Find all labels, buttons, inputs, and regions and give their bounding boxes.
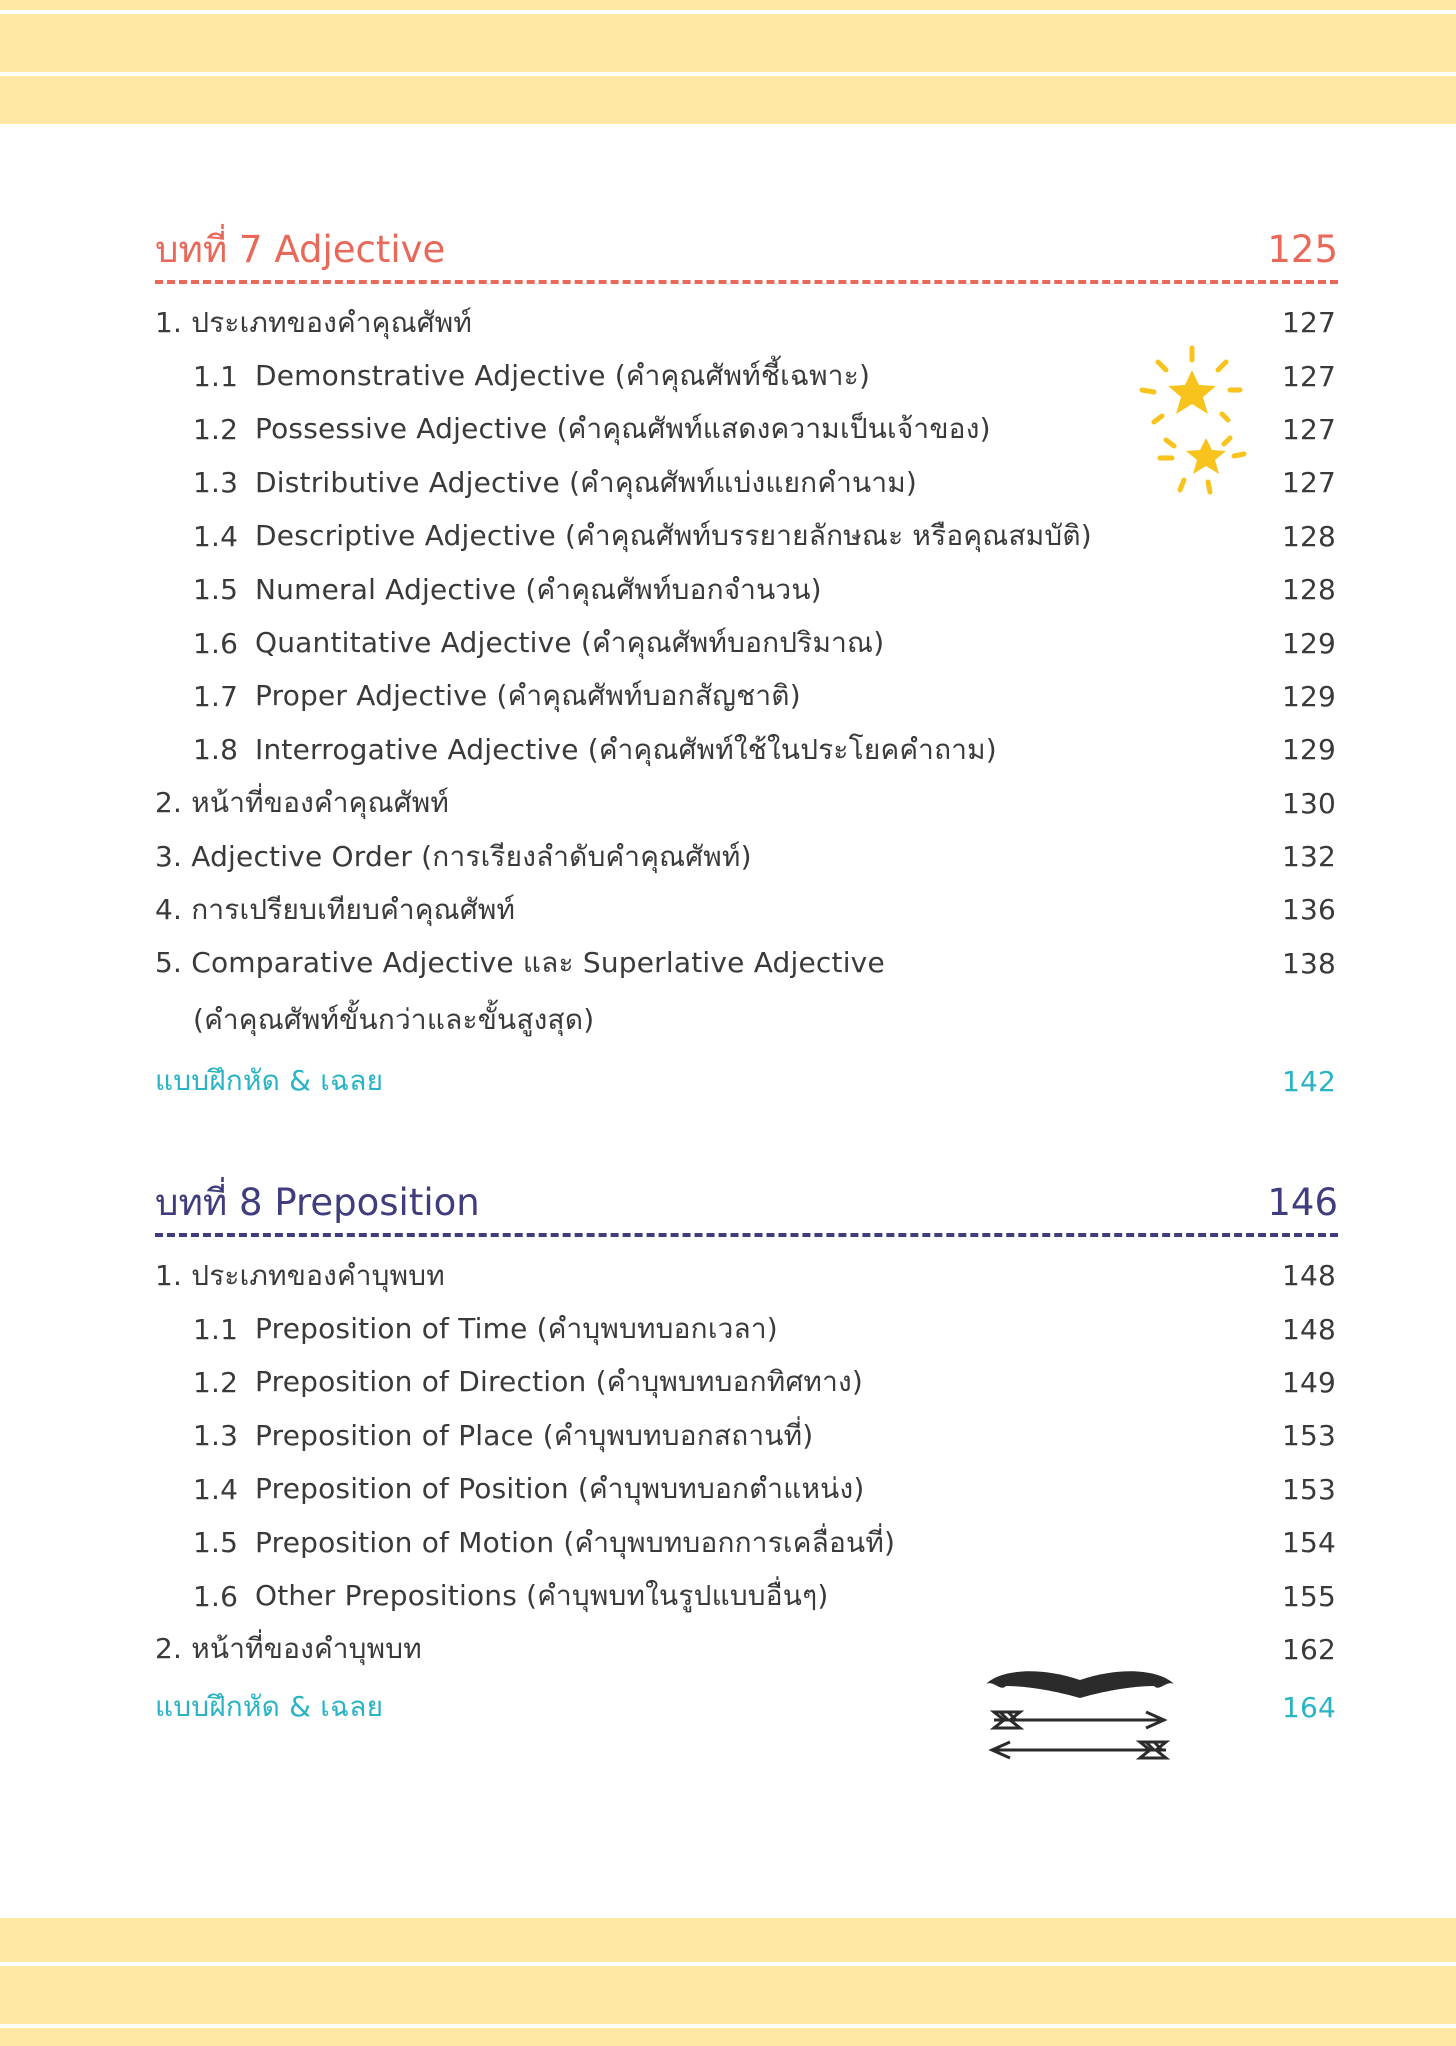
toc-subentry[interactable] bbox=[155, 616, 1338, 669]
exercise-page: 142 bbox=[1281, 1064, 1336, 1098]
toc-entry-text bbox=[155, 674, 801, 718]
toc-entry-number: 1.4 bbox=[193, 1472, 239, 1506]
toc-entry-page: 130 bbox=[1281, 786, 1336, 820]
toc-entry-text bbox=[155, 1360, 863, 1404]
exercise-label: แบบฝึกหัด & เฉลย bbox=[155, 1690, 384, 1724]
chapter-8-page: 146 bbox=[1267, 1181, 1338, 1224]
toc-entry-number: 1.3 bbox=[193, 466, 239, 500]
toc-entry-number: 1.5 bbox=[193, 1526, 239, 1560]
toc-entry-text bbox=[155, 407, 991, 451]
toc-entry-page: 155 bbox=[1281, 1579, 1336, 1613]
toc-entry-label: 1. ประเภทของคำคุณศัพท์ bbox=[155, 305, 473, 339]
toc-entry-text bbox=[155, 1574, 829, 1618]
band-stripe bbox=[0, 2024, 1456, 2028]
toc-entry[interactable] bbox=[155, 1249, 1338, 1302]
toc-entry-label: Preposition of Direction (คำบุพบทบอกทิศทาง) bbox=[255, 1365, 863, 1399]
toc-entry-text bbox=[155, 461, 917, 505]
chapter-7-exercise-entry[interactable] bbox=[155, 1052, 1338, 1110]
toc-entry-label: Distributive Adjective (คำคุณศัพท์แบ่งแยกคำนาม) bbox=[255, 465, 918, 499]
toc-entry-text bbox=[155, 941, 885, 985]
toc-entry[interactable] bbox=[155, 883, 1338, 936]
exercise-label: แบบฝึกหัด & เฉลย bbox=[155, 1064, 384, 1098]
toc-entry-page: 149 bbox=[1281, 1365, 1336, 1399]
toc-entry-text bbox=[155, 1627, 422, 1671]
toc-entry-page: 127 bbox=[1281, 412, 1336, 446]
toc-entry-page: 148 bbox=[1281, 1312, 1336, 1346]
toc-subentry[interactable] bbox=[155, 1302, 1338, 1355]
exercise-page: 164 bbox=[1281, 1690, 1336, 1724]
toc-entry-page: 153 bbox=[1281, 1419, 1336, 1453]
toc-entry-number: 1.2 bbox=[193, 1365, 239, 1399]
toc-entry-label: 4. การเปรียบเทียบคำคุณศัพท์ bbox=[155, 892, 516, 926]
toc-entry-text bbox=[155, 1254, 445, 1298]
chapter-8-heading[interactable] bbox=[155, 1175, 1338, 1231]
star-doodle-icon bbox=[1130, 340, 1250, 510]
toc-entry-label: (คำคุณศัพท์ขั้นกว่าและขั้นสูงสุด) bbox=[193, 1003, 595, 1037]
chapter-7-title: บทที่ 7 Adjective bbox=[155, 228, 446, 271]
toc-entry-page: 129 bbox=[1281, 679, 1336, 713]
toc-entry-text bbox=[155, 781, 449, 825]
toc-entry-number: 1.7 bbox=[193, 679, 239, 713]
toc-entry-page: 162 bbox=[1281, 1632, 1336, 1666]
toc-subentry[interactable] bbox=[155, 1516, 1338, 1569]
toc-entry-label: Preposition of Time (คำบุพบทบอกเวลา) bbox=[255, 1312, 778, 1346]
toc-entry-page: 154 bbox=[1281, 1526, 1336, 1560]
toc-subentry[interactable] bbox=[155, 1569, 1338, 1622]
band-stripe bbox=[0, 10, 1456, 14]
mustache-icon bbox=[980, 1662, 1180, 1780]
toc-entry-text bbox=[155, 1307, 778, 1351]
toc-entry-page: 132 bbox=[1281, 840, 1336, 874]
toc-entry-label: Quantitative Adjective (คำคุณศัพท์บอกปริมาณ) bbox=[255, 626, 885, 660]
toc-entry-label: Other Prepositions (คำบุพบทในรูปแบบอื่นๆ) bbox=[255, 1579, 829, 1613]
toc-entry-page: 129 bbox=[1281, 733, 1336, 767]
toc-entry-text bbox=[155, 621, 884, 665]
toc-entry-continuation bbox=[155, 990, 1338, 1050]
toc-entry-text bbox=[155, 514, 1092, 558]
toc-entry-number: 1.2 bbox=[193, 412, 239, 446]
toc-entry[interactable] bbox=[155, 830, 1338, 883]
toc-entry-label: Interrogative Adjective (คำคุณศัพท์ใช้ในประโยคคำถาม) bbox=[255, 732, 997, 766]
toc-entry-page: 127 bbox=[1281, 306, 1336, 340]
chapter-8-section bbox=[155, 1175, 1338, 1736]
toc-entry-label: Numeral Adjective (คำคุณศัพท์บอกจำนวน) bbox=[255, 572, 822, 606]
dashed-divider bbox=[155, 280, 1338, 284]
toc-entry-page: 153 bbox=[1281, 1472, 1336, 1506]
toc-entry-text bbox=[155, 301, 472, 345]
toc-entry-text bbox=[155, 568, 822, 612]
toc-entry-page: 128 bbox=[1281, 573, 1336, 607]
toc-entry-label: Preposition of Motion (คำบุพบทบอกการเคลื่อนที่) bbox=[255, 1525, 896, 1559]
band-stripe bbox=[0, 1962, 1456, 1966]
toc-entry-label: Preposition of Position (คำบุพบทบอกตำแหน่ง) bbox=[255, 1472, 865, 1506]
chapter-8-title: บทที่ 8 Preposition bbox=[155, 1181, 480, 1224]
toc-entry-text bbox=[155, 835, 752, 879]
toc-subentry[interactable] bbox=[155, 1356, 1338, 1409]
toc-entry-text bbox=[155, 1414, 813, 1458]
toc-entry-label: Descriptive Adjective (คำคุณศัพท์บรรยายลักษณะ หรือคุณสมบัติ) bbox=[255, 519, 1092, 553]
toc-entry-page: 128 bbox=[1281, 519, 1336, 553]
toc-entry-page: 127 bbox=[1281, 359, 1336, 393]
toc-entry-page: 127 bbox=[1281, 466, 1336, 500]
toc-entry-label: Demonstrative Adjective (คำคุณศัพท์ชี้เฉพาะ) bbox=[255, 359, 871, 393]
dashed-divider bbox=[155, 1233, 1338, 1237]
toc-entry-number: 1.3 bbox=[193, 1419, 239, 1453]
toc-entry-label: 1. ประเภทของคำบุพบท bbox=[155, 1258, 445, 1292]
arrow-icon bbox=[992, 1742, 1166, 1758]
toc-entry-label: 3. Adjective Order (การเรียงลำดับคำคุณศัพท์) bbox=[155, 839, 752, 873]
toc-entry-number: 1.1 bbox=[193, 359, 239, 393]
toc-entry-text bbox=[155, 354, 870, 398]
toc-entry-number: 1.5 bbox=[193, 573, 239, 607]
toc-entry-number: 1.6 bbox=[193, 1579, 239, 1613]
toc-entry-label: 5. Comparative Adjective และ Superlative Adjective bbox=[155, 946, 885, 980]
toc-entry-number: 1.6 bbox=[193, 626, 239, 660]
toc-entry-page: 136 bbox=[1281, 893, 1336, 927]
toc-subentry[interactable] bbox=[155, 510, 1338, 563]
toc-subentry[interactable] bbox=[155, 563, 1338, 616]
bottom-footer-band bbox=[0, 1918, 1456, 2046]
toc-entry-label: Proper Adjective (คำคุณศัพท์บอกสัญชาติ) bbox=[255, 679, 801, 713]
toc-entry-page: 129 bbox=[1281, 626, 1336, 660]
toc-subentry[interactable] bbox=[155, 723, 1338, 776]
toc-subentry[interactable] bbox=[155, 1409, 1338, 1462]
toc-entry-text bbox=[155, 998, 594, 1042]
toc-subentry[interactable] bbox=[155, 1463, 1338, 1516]
toc-entry-page: 138 bbox=[1281, 946, 1336, 980]
toc-entry-text bbox=[155, 728, 997, 772]
toc-entry-label: 2. หน้าที่ของคำบุพบท bbox=[155, 1632, 422, 1666]
toc-entry[interactable] bbox=[155, 937, 1338, 990]
arrow-icon bbox=[994, 1712, 1164, 1728]
toc-entry-text bbox=[155, 1467, 864, 1511]
chapter-8-toc-list bbox=[155, 1249, 1338, 1676]
toc-entry-page: 148 bbox=[1281, 1259, 1336, 1293]
toc-entry-label: 2. หน้าที่ของคำคุณศัพท์ bbox=[155, 786, 450, 820]
toc-entry-text bbox=[155, 1521, 895, 1565]
toc-entry-number: 1.4 bbox=[193, 519, 239, 553]
toc-entry-number: 1.1 bbox=[193, 1312, 239, 1346]
toc-entry-text bbox=[155, 888, 515, 932]
toc-entry-label: Possessive Adjective (คำคุณศัพท์แสดงความเป็นเจ้าของ) bbox=[255, 412, 991, 446]
toc-subentry[interactable] bbox=[155, 670, 1338, 723]
chapter-7-page: 125 bbox=[1267, 228, 1338, 271]
chapter-7-heading[interactable] bbox=[155, 222, 1338, 278]
band-stripe bbox=[0, 72, 1456, 76]
top-header-band bbox=[0, 0, 1456, 124]
toc-entry[interactable] bbox=[155, 777, 1338, 830]
toc-entry-label: Preposition of Place (คำบุพบทบอกสถานที่) bbox=[255, 1418, 814, 1452]
toc-entry-number: 1.8 bbox=[193, 733, 239, 767]
